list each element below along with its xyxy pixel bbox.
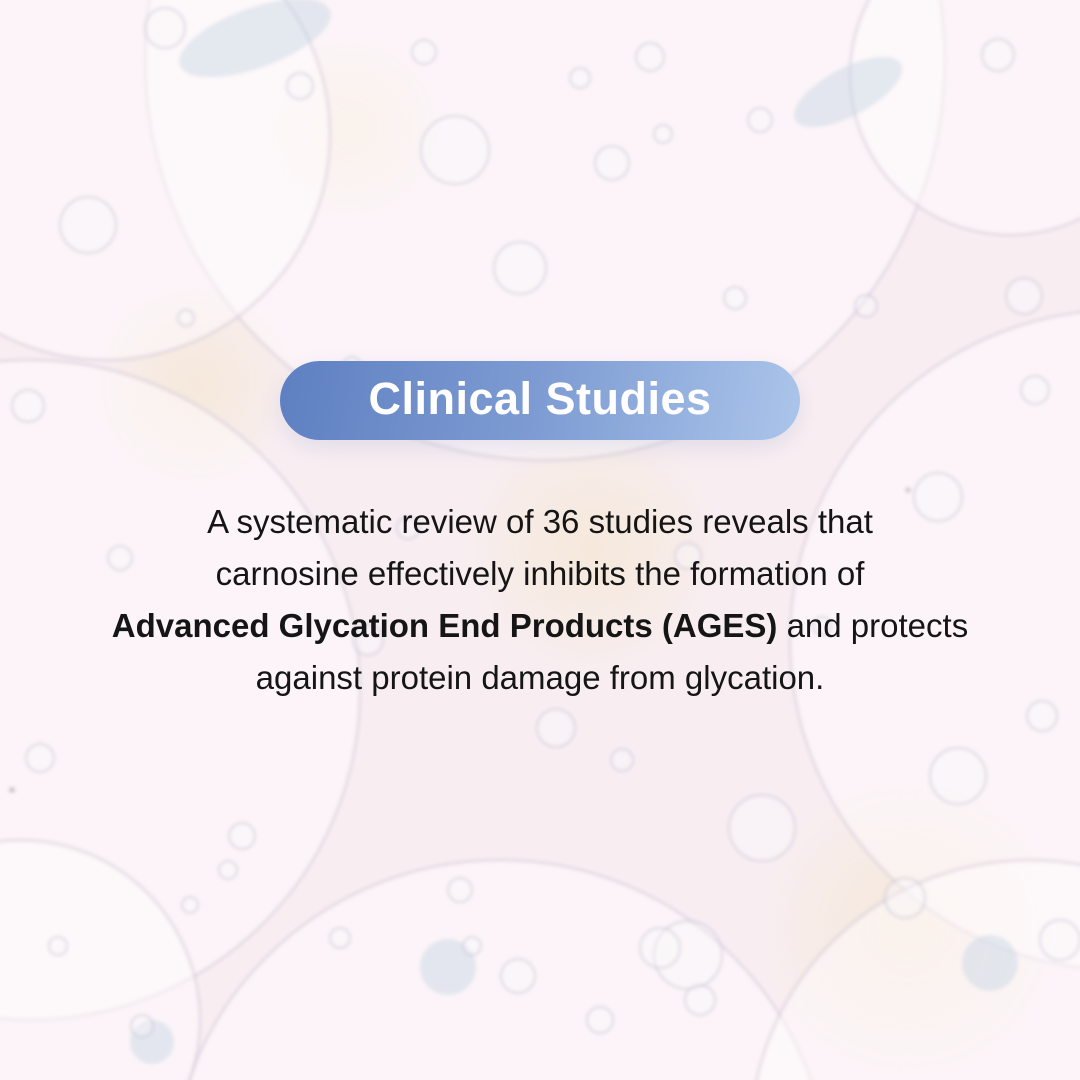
text-line bbox=[0, 652, 1080, 704]
text-segment-emphasis: Advanced Glycation End Products (AGES) bbox=[111, 607, 778, 644]
text-line bbox=[0, 548, 1080, 600]
study-summary-text bbox=[0, 496, 1080, 704]
text-segment: carnosine effectively inhibits the formation of bbox=[215, 555, 865, 592]
badge-label: Clinical Studies bbox=[368, 373, 712, 424]
text-segment: and protects bbox=[777, 607, 969, 644]
text-segment: A systematic review of 36 studies reveals that bbox=[207, 503, 873, 540]
text-line bbox=[0, 496, 1080, 548]
text-segment: against protein damage from glycation. bbox=[255, 659, 825, 696]
text-line bbox=[0, 600, 1080, 652]
clinical-studies-badge bbox=[280, 361, 800, 440]
